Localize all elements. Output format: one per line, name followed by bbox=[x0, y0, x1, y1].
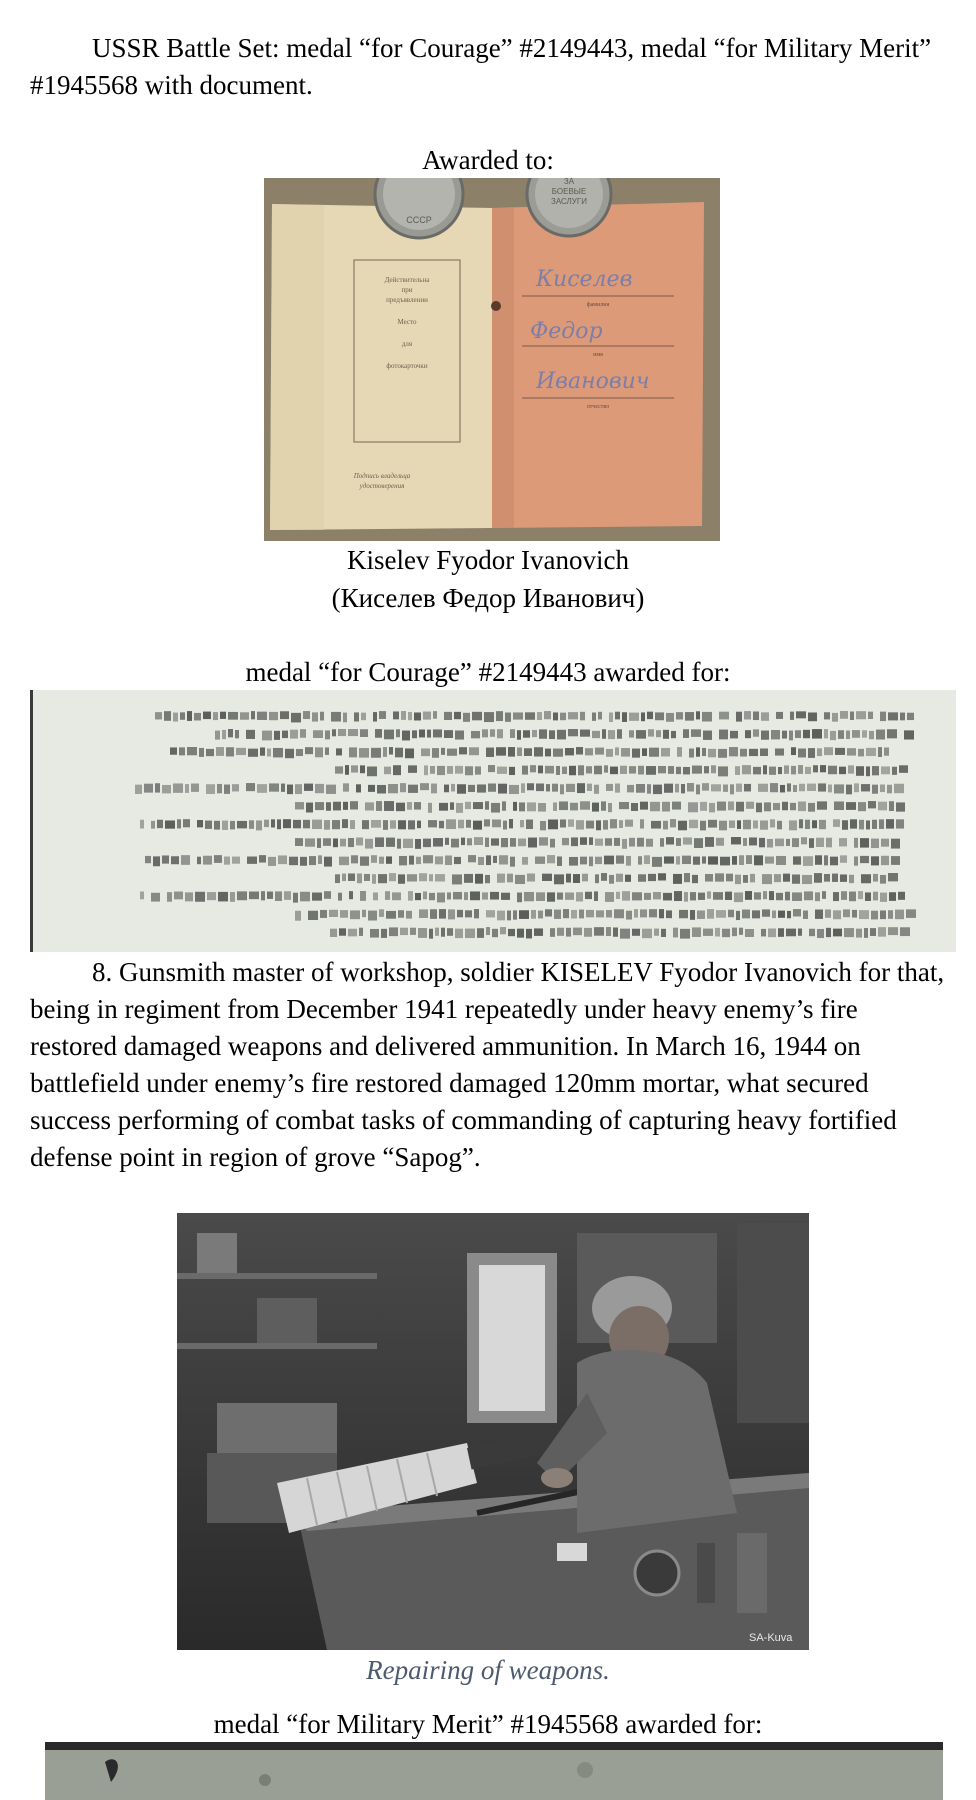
medal-merit-text: БОЕВЫЕ bbox=[551, 187, 587, 196]
medal-courage-text: СССР bbox=[406, 215, 432, 225]
merit-citation-scan bbox=[45, 1742, 943, 1800]
handwritten-patronymic: Иванович bbox=[536, 369, 650, 394]
booklet-left-line: Место bbox=[397, 318, 417, 326]
booklet-left-line: фотокарточки bbox=[386, 362, 428, 370]
booklet-right-label: имя bbox=[593, 352, 603, 358]
booklet-left-line: при bbox=[401, 286, 413, 294]
photo-caption: Repairing of weapons. bbox=[366, 1655, 610, 1685]
workshop-photo bbox=[177, 1213, 809, 1650]
awarded-to-label: Awarded to: bbox=[422, 145, 554, 175]
courage-citation-scan bbox=[30, 690, 956, 952]
award-booklet-photo bbox=[264, 178, 720, 541]
courage-citation: 8. Gunsmith master of workshop, soldier KISELEV Fyodor Ivanovich for that, being in regiment from December 1941 repeatedly under heavy enemy’s fire restored damaged weapons and delivered ammunition. In March 16, 1944 on battlefield under enemy’s fire restored damaged 120mm mortar, what secured success performing of combat tasks of commanding of capturing heavy fortified defense point in region of grove “Sapog”. bbox=[30, 957, 945, 1172]
handwritten-surname: Киселев bbox=[536, 267, 633, 292]
courage-heading: medal “for Courage” #2149443 awarded for: bbox=[245, 657, 731, 687]
recipient-name-ru: (Киселев Федор Иванович) bbox=[331, 583, 645, 613]
booklet-right-label: отчество bbox=[586, 404, 610, 410]
merit-heading: medal “for Military Merit” #1945568 awarded for: bbox=[213, 1709, 763, 1739]
recipient-name-en: Kiselev Fyodor Ivanovich bbox=[347, 545, 629, 575]
medal-merit-text: ЗАСЛУГИ bbox=[551, 197, 587, 206]
booklet-right-label: фамилия bbox=[586, 302, 610, 308]
booklet-left-line: удостоверения bbox=[359, 482, 405, 490]
booklet-left-line: Действительна bbox=[384, 276, 430, 284]
booklet-left-line: Подпись владельца bbox=[353, 472, 411, 480]
handwritten-first-name: Федор bbox=[530, 319, 603, 344]
photo-watermark: SA-Kuva bbox=[749, 1632, 793, 1644]
medal-merit-text: ЗА bbox=[563, 178, 575, 186]
booklet-left-line: предъявлении bbox=[386, 296, 428, 304]
booklet-left-line: для bbox=[401, 340, 413, 348]
page-title: USSR Battle Set: medal “for Courage” #2149443, medal “for Military Merit” #1945568 with document. bbox=[30, 33, 932, 100]
